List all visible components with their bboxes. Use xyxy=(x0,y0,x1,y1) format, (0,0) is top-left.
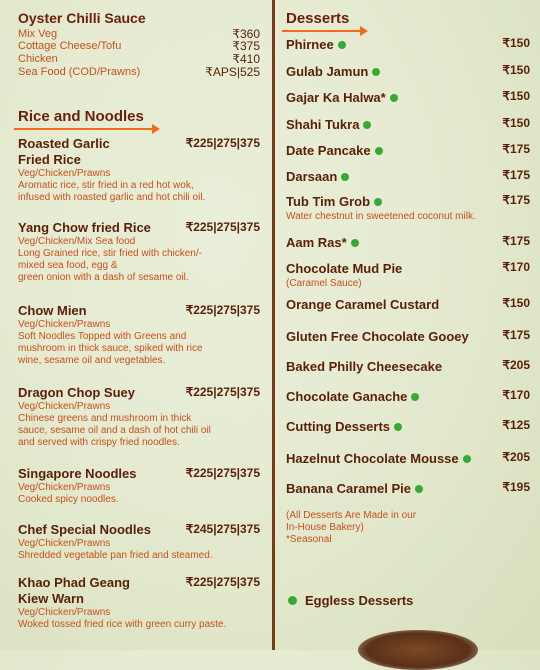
dessert-item xyxy=(286,418,530,436)
dessert-name: Darsaan xyxy=(286,169,338,184)
dessert-name: Phirnee xyxy=(286,37,334,52)
oyster-row xyxy=(18,66,260,79)
item-desc: sauce, sesame oil and a dash of hot chili oil xyxy=(18,425,211,436)
dessert-price: ₹150 xyxy=(502,36,530,50)
menu-item xyxy=(18,466,260,506)
row-label: Sea Food (COD/Prawns) xyxy=(18,66,141,78)
dessert-price: ₹175 xyxy=(502,234,530,248)
eggless-dot-icon xyxy=(463,455,471,463)
item-price: ₹225|275|375 xyxy=(185,575,260,589)
eggless-dot-icon xyxy=(394,423,402,431)
item-name: Singapore Noodles xyxy=(18,466,137,481)
eggless-dot-icon xyxy=(375,147,383,155)
dessert-item xyxy=(286,142,530,160)
item-variants: Veg/Chicken/Prawns xyxy=(18,401,111,412)
eggless-dot-icon xyxy=(390,94,398,102)
row-price: ₹410 xyxy=(232,52,260,66)
dessert-item xyxy=(286,296,530,314)
eggless-dot-icon xyxy=(372,68,380,76)
note-line: *Seasonal xyxy=(286,534,332,545)
dessert-item xyxy=(286,116,530,134)
item-desc: Chinese greens and mushroom in thick xyxy=(18,413,192,424)
dessert-price: ₹150 xyxy=(502,296,530,310)
row-label: Cottage Cheese/Tofu xyxy=(18,40,122,52)
eggless-dot-icon xyxy=(374,198,382,206)
item-desc: mixed sea food, egg & xyxy=(18,260,118,271)
note-line: (All Desserts Are Made in our xyxy=(286,510,417,521)
dessert-name: Chocolate Ganache xyxy=(286,389,408,404)
eggless-dot-icon xyxy=(288,596,297,605)
item-price: ₹225|275|375 xyxy=(185,136,260,150)
rice-noodles-title: Rice and Noodles xyxy=(18,108,144,125)
item-name-line2: Kiew Warn xyxy=(18,591,84,606)
menu-item xyxy=(18,220,260,284)
item-desc: Long Grained rice, stir fried with chicken/- xyxy=(18,248,202,259)
dessert-price: ₹150 xyxy=(502,89,530,103)
column-divider xyxy=(272,0,275,650)
item-desc: Aromatic rice, stir fried in a red hot wok, xyxy=(18,180,194,191)
dessert-price: ₹150 xyxy=(502,63,530,77)
dessert-item xyxy=(286,89,530,107)
menu-item xyxy=(18,136,260,204)
dessert-name: Shahi Tukra xyxy=(286,117,360,132)
item-desc: and served with crispy fried noodles. xyxy=(18,437,180,448)
desserts-title: Desserts xyxy=(286,10,350,27)
item-variants: Veg/Chicken/Mix Sea food xyxy=(18,236,136,247)
dessert-price: ₹175 xyxy=(502,142,530,156)
dessert-name: Gulab Jamun xyxy=(286,64,369,79)
item-price: ₹225|275|375 xyxy=(185,303,260,317)
eggless-legend xyxy=(288,592,413,610)
menu-item xyxy=(18,522,260,562)
dessert-item xyxy=(286,328,530,346)
dessert-price: ₹175 xyxy=(502,168,530,182)
dessert-price: ₹175 xyxy=(502,193,530,207)
row-price: ₹360 xyxy=(232,27,260,41)
item-name: Yang Chow fried Rice xyxy=(18,220,151,235)
dessert-item xyxy=(286,63,530,81)
item-desc: mushroom in thick sauce, spiked with rice xyxy=(18,343,203,354)
dessert-name: Chocolate Mud Pie xyxy=(286,261,403,276)
eggless-dot-icon xyxy=(363,121,371,129)
item-desc: Woked tossed fried rice with green curry paste. xyxy=(18,619,227,630)
note-line: In-House Bakery) xyxy=(286,522,364,533)
menu-item xyxy=(18,575,260,631)
dessert-item xyxy=(286,36,530,54)
item-price: ₹225|275|375 xyxy=(185,466,260,480)
dessert-item xyxy=(286,234,530,252)
dessert-name: Date Pancake xyxy=(286,143,371,158)
eggless-dot-icon xyxy=(341,173,349,181)
dessert-item xyxy=(286,168,530,186)
dessert-price: ₹175 xyxy=(502,328,530,342)
item-variants: Veg/Chicken/Prawns xyxy=(18,482,111,493)
dessert-price: ₹205 xyxy=(502,358,530,372)
eggless-label: Eggless Desserts xyxy=(305,593,414,608)
item-desc: green onion with a dash of sesame oil. xyxy=(18,272,189,283)
item-variants: Veg/Chicken/Prawns xyxy=(18,319,111,330)
item-name: Roasted Garlic xyxy=(18,136,110,151)
item-price: ₹225|275|375 xyxy=(185,220,260,234)
oyster-title: Oyster Chilli Sauce xyxy=(18,10,146,26)
menu-item xyxy=(18,303,260,367)
decorative-dessert-image xyxy=(358,630,478,670)
dessert-name: Gajar Ka Halwa* xyxy=(286,90,386,105)
dessert-name: Orange Caramel Custard xyxy=(286,297,440,312)
dessert-name: Hazelnut Chocolate Mousse xyxy=(286,451,459,466)
item-variants: Veg/Chicken/Prawns xyxy=(18,607,111,618)
oyster-row xyxy=(18,40,260,53)
dessert-name: Banana Caramel Pie xyxy=(286,481,412,496)
dessert-price: ₹195 xyxy=(502,480,530,494)
dessert-item xyxy=(286,450,530,468)
item-desc: Soft Noodles Topped with Greens and xyxy=(18,331,187,342)
item-desc: Shredded vegetable pan fried and steamed. xyxy=(18,550,213,561)
dessert-price: ₹170 xyxy=(502,388,530,402)
dessert-name: Aam Ras* xyxy=(286,235,347,250)
row-label: Chicken xyxy=(18,53,58,65)
item-desc: Cooked spicy noodles. xyxy=(18,494,119,505)
row-price: ₹APS|525 xyxy=(205,65,260,79)
item-name: Khao Phad Geang xyxy=(18,575,130,590)
dessert-note xyxy=(286,510,416,546)
eggless-dot-icon xyxy=(351,239,359,247)
item-variants: Veg/Chicken/Prawns xyxy=(18,538,111,549)
item-price: ₹245|275|375 xyxy=(185,522,260,536)
dessert-name: Tub Tim Grob xyxy=(286,194,371,209)
item-name: Dragon Chop Suey xyxy=(18,385,136,400)
item-variants: Veg/Chicken/Prawns xyxy=(18,168,111,179)
item-desc: wine, sesame oil and vegetables. xyxy=(18,355,166,366)
eggless-dot-icon xyxy=(411,393,419,401)
dessert-item xyxy=(286,260,530,290)
dessert-desc: (Caramel Sauce) xyxy=(286,278,362,289)
dessert-name: Baked Philly Cheesecake xyxy=(286,359,443,374)
dessert-price: ₹125 xyxy=(502,418,530,432)
dessert-name: Gluten Free Chocolate Gooey xyxy=(286,329,469,344)
dessert-price: ₹150 xyxy=(502,116,530,130)
dessert-price: ₹170 xyxy=(502,260,530,274)
eggless-dot-icon xyxy=(415,485,423,493)
section-underline xyxy=(14,128,152,130)
row-price: ₹375 xyxy=(232,39,260,53)
row-label: Mix Veg xyxy=(18,28,58,40)
section-underline xyxy=(282,30,360,32)
dessert-price: ₹205 xyxy=(502,450,530,464)
dessert-item xyxy=(286,193,530,223)
dessert-item xyxy=(286,358,530,376)
eggless-dot-icon xyxy=(338,41,346,49)
dessert-item xyxy=(286,388,530,406)
menu-item xyxy=(18,385,260,449)
dessert-name: Cutting Desserts xyxy=(286,419,391,434)
item-name: Chef Special Noodles xyxy=(18,522,151,537)
dessert-desc: Water chestnut in sweetened coconut milk. xyxy=(286,211,476,222)
item-name: Chow Mien xyxy=(18,303,87,318)
item-name-line2: Fried Rice xyxy=(18,152,81,167)
item-desc: infused with roasted garlic and hot chili oil. xyxy=(18,192,206,203)
dessert-item xyxy=(286,480,530,498)
item-price: ₹225|275|375 xyxy=(185,385,260,399)
